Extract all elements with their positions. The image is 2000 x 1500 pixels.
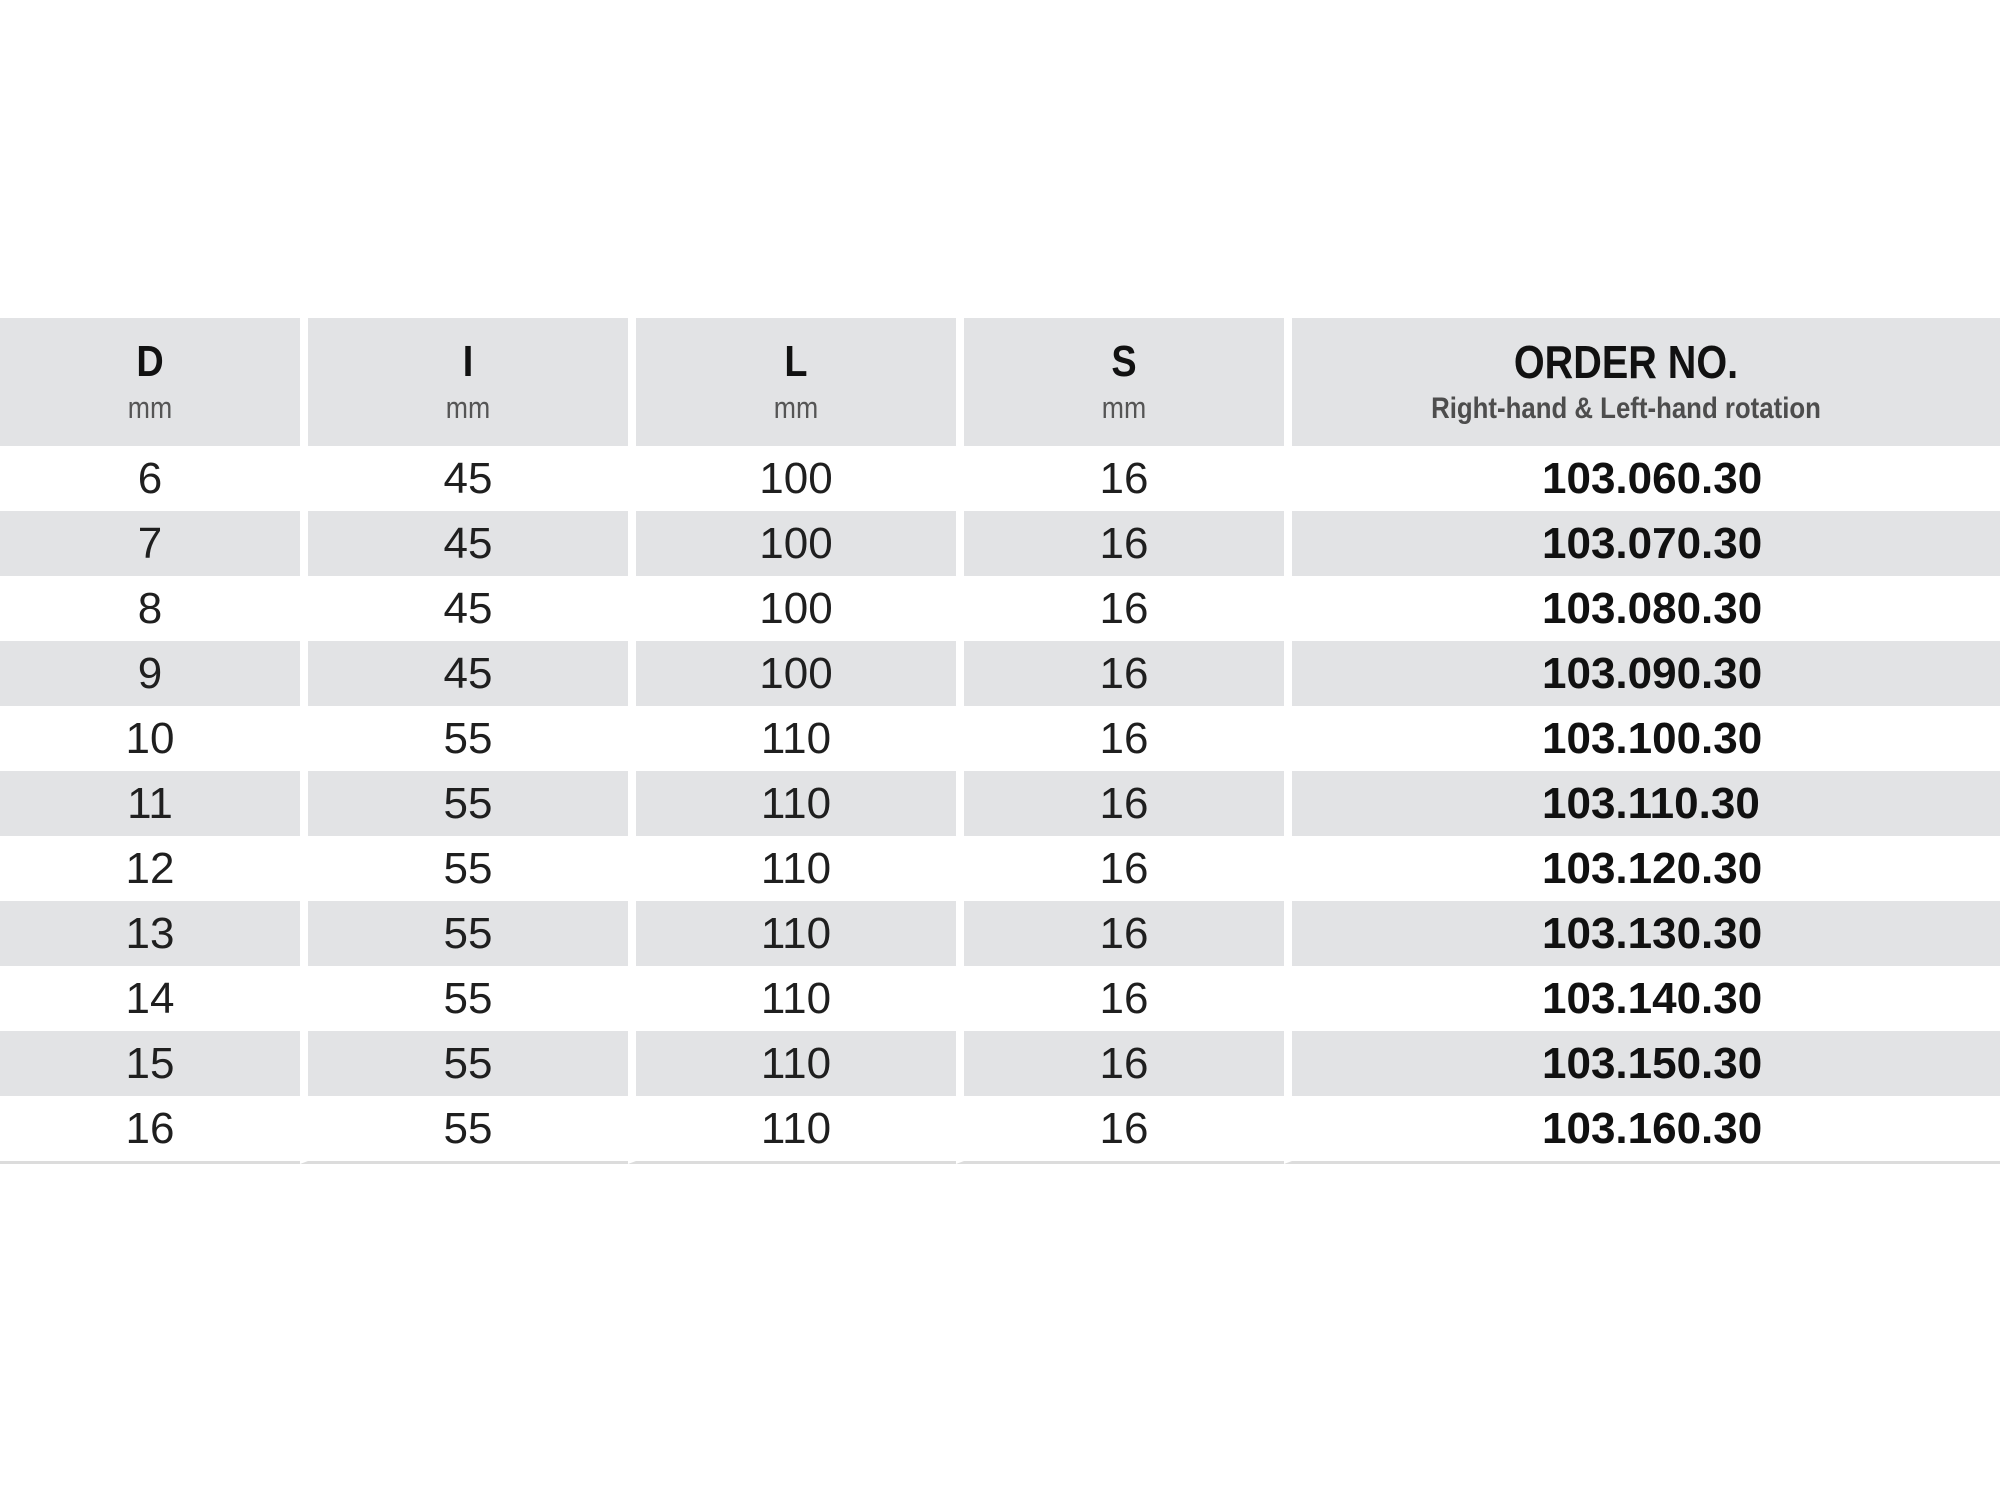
cell-i: 55 (300, 771, 628, 836)
cell-i: 55 (300, 1096, 628, 1164)
cell-d: 7 (0, 511, 300, 576)
header-symbol: D (136, 337, 164, 386)
header-symbol: L (784, 337, 808, 386)
cell-s: 16 (956, 901, 1284, 966)
cell-order-no: 103.080.30 (1542, 584, 1763, 633)
order-header-title: ORDER NO. (1513, 336, 1739, 388)
cell-i: 55 (300, 1031, 628, 1096)
cell-d: 6 (137, 454, 163, 503)
cell-order-no: 103.130.30 (1284, 901, 2000, 966)
cell-order-no: 103.140.30 (1542, 974, 1763, 1023)
table-row (0, 771, 2000, 836)
cell-d: 15 (0, 1031, 300, 1096)
cell-s: 16 (956, 511, 1284, 576)
cell-d: 10 (125, 714, 175, 763)
header-unit: mm (1101, 390, 1147, 425)
cell-s: 16 (1099, 714, 1149, 763)
table-row (0, 576, 2000, 641)
table-row (0, 706, 2000, 771)
cell-d: 13 (0, 901, 300, 966)
cell-l: 110 (760, 714, 832, 763)
cell-order-no: 103.120.30 (1542, 844, 1763, 893)
table-row (0, 966, 2000, 1031)
cell-s: 16 (956, 1031, 1284, 1096)
cell-l: 110 (628, 1031, 956, 1096)
table-row (0, 641, 2000, 706)
cell-order-no: 103.150.30 (1284, 1031, 2000, 1096)
cell-s: 16 (956, 641, 1284, 706)
cell-l: 110 (628, 901, 956, 966)
header-unit: mm (127, 390, 173, 425)
cell-order-no: 103.110.30 (1284, 771, 2000, 836)
cell-s: 16 (1099, 584, 1149, 633)
cell-i: 55 (443, 844, 493, 893)
cell-d: 11 (0, 771, 300, 836)
cell-i: 55 (300, 901, 628, 966)
cell-s: 16 (1099, 844, 1149, 893)
table-row (0, 446, 2000, 511)
cell-l: 100 (759, 584, 833, 633)
cell-order-no: 103.100.30 (1542, 714, 1763, 763)
cell-l: 100 (759, 454, 833, 503)
table-row (0, 1096, 2000, 1164)
cell-i: 45 (443, 584, 493, 633)
cell-d: 16 (0, 1096, 300, 1164)
order-header-subtitle: Right-hand & Left-hand rotation (1431, 392, 1821, 425)
table-row (0, 901, 2000, 966)
cell-s: 16 (1099, 454, 1149, 503)
cell-l: 100 (628, 641, 956, 706)
table-body (0, 446, 2000, 1164)
cell-order-no: 103.060.30 (1542, 454, 1763, 503)
header-symbol: S (1111, 337, 1137, 386)
cell-s: 16 (1099, 974, 1149, 1023)
header-d (0, 318, 300, 446)
header-symbol: I (462, 337, 474, 386)
table-row (0, 511, 2000, 576)
cell-l: 100 (628, 511, 956, 576)
cell-order-no: 103.090.30 (1284, 641, 2000, 706)
cell-d: 9 (0, 641, 300, 706)
cell-d: 14 (125, 974, 175, 1023)
header-s (956, 318, 1284, 446)
cell-order-no: 103.070.30 (1284, 511, 2000, 576)
table-header-row (0, 318, 2000, 446)
cell-i: 45 (443, 454, 493, 503)
cell-i: 45 (300, 511, 628, 576)
cell-d: 8 (137, 584, 163, 633)
cell-s: 16 (956, 771, 1284, 836)
header-unit: mm (773, 390, 819, 425)
header-order-no (1284, 318, 2000, 446)
spec-table (0, 318, 2000, 1164)
table-row (0, 1031, 2000, 1096)
cell-order-no: 103.160.30 (1284, 1096, 2000, 1164)
header-unit: mm (445, 390, 491, 425)
cell-l: 110 (760, 974, 832, 1023)
cell-i: 55 (443, 974, 493, 1023)
header-i (300, 318, 628, 446)
cell-l: 110 (760, 844, 832, 893)
cell-l: 110 (628, 1096, 956, 1164)
cell-l: 110 (628, 771, 956, 836)
cell-i: 55 (443, 714, 493, 763)
header-l (628, 318, 956, 446)
cell-i: 45 (300, 641, 628, 706)
cell-d: 12 (125, 844, 175, 893)
table-row (0, 836, 2000, 901)
cell-s: 16 (956, 1096, 1284, 1164)
